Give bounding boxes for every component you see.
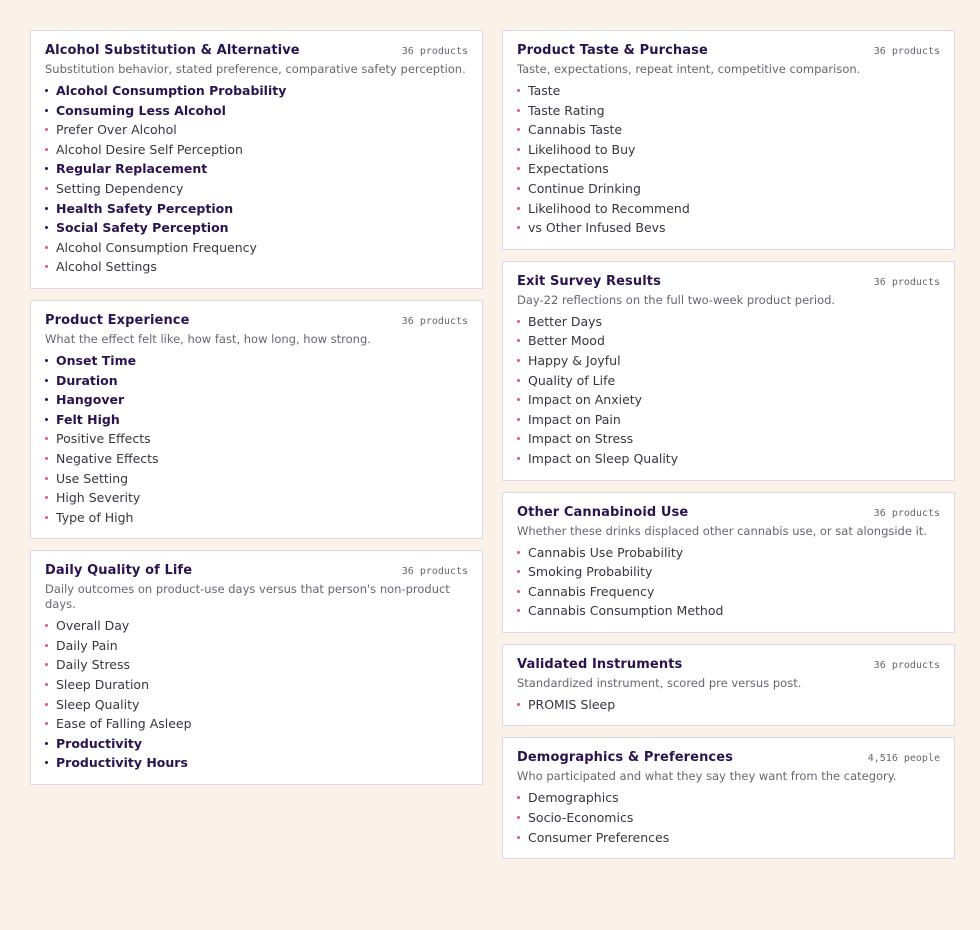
metric-label: High Severity — [56, 490, 141, 506]
metric-list — [45, 81, 468, 277]
metric-label: Smoking Probability — [528, 564, 653, 580]
bullet-icon — [517, 226, 520, 229]
metric-item-impact-on-sleep-quality[interactable] — [517, 449, 940, 469]
bullet-icon — [517, 128, 520, 131]
metric-item-onset-time[interactable] — [45, 351, 468, 371]
metric-label: Felt High — [56, 411, 120, 427]
metric-item-type-of-high[interactable] — [45, 508, 468, 528]
metric-label: Impact on Anxiety — [528, 392, 643, 408]
metric-item-hangover[interactable] — [45, 390, 468, 410]
metric-item-negative-effects[interactable] — [45, 449, 468, 469]
metric-item-ease-of-falling-asleep[interactable] — [45, 714, 468, 734]
metric-item-continue-drinking[interactable] — [517, 179, 940, 199]
metric-label: Overall Day — [56, 618, 130, 634]
bullet-icon — [45, 398, 48, 401]
metric-label: Regular Replacement — [56, 161, 208, 177]
metric-label: Social Safety Perception — [56, 220, 229, 236]
metric-item-impact-on-pain[interactable] — [517, 410, 940, 430]
metric-label: PROMIS Sleep — [528, 696, 616, 712]
bullet-icon — [517, 320, 520, 323]
metric-item-daily-pain[interactable] — [45, 636, 468, 656]
metric-list — [517, 81, 940, 238]
metric-label: Productivity Hours — [56, 755, 188, 771]
metric-item-taste-rating[interactable] — [517, 101, 940, 121]
bullet-icon — [517, 207, 520, 210]
metric-item-sleep-duration[interactable] — [45, 675, 468, 695]
metric-label: Cannabis Use Probability — [528, 544, 684, 560]
right-column — [502, 30, 955, 870]
metric-label: Type of High — [56, 509, 134, 525]
metric-item-social-safety-perception[interactable] — [45, 218, 468, 238]
metric-label: Use Setting — [56, 470, 129, 486]
metric-label: Alcohol Desire Self Perception — [56, 141, 243, 157]
metric-item-felt-high[interactable] — [45, 410, 468, 430]
bullet-icon — [517, 339, 520, 342]
card-count: 36 products — [401, 315, 468, 327]
metric-list — [517, 788, 940, 847]
metric-item-impact-on-stress[interactable] — [517, 429, 940, 449]
bullet-icon — [517, 148, 520, 151]
metric-label: Sleep Quality — [56, 696, 140, 712]
card-header — [517, 749, 940, 765]
metric-label: Alcohol Settings — [56, 259, 157, 275]
bullet-icon — [45, 359, 48, 362]
metric-item-setting-dependency[interactable] — [45, 179, 468, 199]
bullet-icon — [517, 551, 520, 554]
metric-label: Better Mood — [528, 333, 605, 349]
bullet-icon — [517, 187, 520, 190]
bullet-icon — [45, 457, 48, 460]
card-header — [517, 656, 940, 672]
card-title[interactable]: Product Taste & Purchase — [517, 43, 708, 58]
card-count: 4,516 people — [867, 753, 940, 765]
bullet-icon — [45, 761, 48, 764]
card-count: 36 products — [873, 507, 940, 519]
metric-label: Setting Dependency — [56, 180, 184, 196]
metric-label: Duration — [56, 372, 118, 388]
card-description: Whether these drinks displaced other cannabis use, or sat alongside it. — [517, 523, 927, 538]
metric-item-happy-and-joyful[interactable] — [517, 351, 940, 371]
metric-item-alcohol-settings[interactable] — [45, 257, 468, 277]
card-validated-instruments — [502, 644, 955, 727]
metric-label: Health Safety Perception — [56, 200, 234, 216]
metric-item-socio-economics[interactable] — [517, 808, 940, 828]
card-header — [45, 562, 468, 578]
bullet-icon — [517, 590, 520, 593]
bullet-icon — [45, 496, 48, 499]
card-description: Taste, expectations, repeat intent, competitive comparison. — [517, 62, 861, 76]
card-count: 36 products — [873, 659, 940, 671]
card-title[interactable]: Product Experience — [45, 312, 190, 328]
bullet-icon — [45, 265, 48, 268]
metric-item-regular-replacement[interactable] — [45, 159, 468, 179]
metric-label: Impact on Sleep Quality — [528, 450, 679, 466]
card-description: Substitution behavior, stated preference, comparative safety perception. — [45, 62, 466, 76]
card-title[interactable]: Daily Quality of Life — [45, 563, 193, 579]
card-alcohol-substitution-and-alternative — [30, 30, 483, 289]
metric-item-sleep-quality[interactable] — [45, 695, 468, 715]
metric-item-likelihood-to-buy[interactable] — [517, 140, 940, 160]
bullet-icon — [45, 148, 48, 151]
card-description: What the effect felt like, how fast, how long, how strong. — [45, 331, 371, 346]
bullet-icon — [517, 609, 520, 612]
metric-list — [517, 543, 940, 621]
card-header — [45, 312, 468, 328]
metric-label: vs Other Infused Bevs — [528, 220, 666, 236]
bullet-icon — [45, 722, 48, 725]
bullet-icon — [45, 437, 48, 440]
bullet-icon — [45, 379, 48, 382]
card-header — [517, 504, 940, 520]
metric-item-smoking-probability[interactable] — [517, 562, 940, 582]
metric-item-promis-sleep[interactable] — [517, 695, 940, 715]
metric-item-taste[interactable] — [517, 81, 940, 101]
metric-label: Continue Drinking — [528, 180, 641, 196]
bullet-icon — [517, 359, 520, 362]
card-title[interactable]: Other Cannabinoid Use — [517, 504, 689, 520]
card-title[interactable]: Demographics & Preferences — [517, 750, 733, 766]
metric-item-use-setting[interactable] — [45, 469, 468, 489]
metric-item-daily-stress[interactable] — [45, 655, 468, 675]
metric-label: Cannabis Frequency — [528, 583, 655, 599]
metric-label: Consuming Less Alcohol — [56, 102, 226, 118]
left-column — [30, 30, 483, 796]
metric-item-positive-effects[interactable] — [45, 429, 468, 449]
bullet-icon — [517, 796, 520, 799]
card-title[interactable]: Exit Survey Results — [517, 273, 661, 289]
card-exit-survey-results — [502, 261, 955, 481]
metric-item-better-mood[interactable] — [517, 331, 940, 351]
card-description: Who participated and what they say they want from the category. — [517, 769, 897, 784]
metric-label: Impact on Stress — [528, 431, 634, 447]
bullet-icon — [517, 109, 520, 112]
metric-label: Positive Effects — [56, 431, 151, 447]
metric-item-cannabis-taste[interactable] — [517, 120, 940, 140]
metric-item-health-safety-perception[interactable] — [45, 199, 468, 219]
metric-item-vs-other-infused-bevs[interactable] — [517, 218, 940, 238]
metric-item-alcohol-consumption-probability[interactable] — [45, 81, 468, 101]
metric-label: Daily Pain — [56, 637, 118, 653]
metric-label: Quality of Life — [528, 372, 616, 388]
card-count: 36 products — [401, 46, 468, 57]
metric-label: Sleep Duration — [56, 677, 149, 693]
metric-item-alcohol-consumption-frequency[interactable] — [45, 238, 468, 258]
bullet-icon — [517, 570, 520, 573]
card-description: Daily outcomes on product-use days versus that person's non-product days. — [45, 582, 450, 612]
metric-label: Taste — [528, 83, 561, 98]
card-daily-quality-of-life — [30, 550, 483, 785]
metric-label: Ease of Falling Asleep — [56, 716, 192, 732]
metric-item-demographics[interactable] — [517, 788, 940, 808]
bullet-icon — [45, 187, 48, 190]
card-header — [517, 273, 940, 289]
card-product-experience — [30, 300, 483, 539]
metric-item-overall-day[interactable] — [45, 616, 468, 636]
card-count: 36 products — [873, 276, 940, 288]
bullet-icon — [517, 836, 520, 839]
metric-item-cannabis-use-probability[interactable] — [517, 543, 940, 563]
bullet-icon — [517, 167, 520, 170]
metric-label: Cannabis Consumption Method — [528, 603, 724, 619]
bullet-icon — [517, 816, 520, 819]
metric-list — [517, 695, 940, 715]
bullet-icon — [45, 703, 48, 706]
metric-item-productivity[interactable] — [45, 734, 468, 754]
bullet-icon — [517, 418, 520, 421]
metric-label: Productivity — [56, 735, 142, 751]
metric-item-productivity-hours[interactable] — [45, 753, 468, 773]
metric-label: Alcohol Consumption Frequency — [56, 239, 257, 255]
metric-label: Demographics — [528, 790, 619, 806]
card-header — [517, 42, 940, 58]
card-header — [45, 42, 468, 58]
metric-label: Likelihood to Recommend — [528, 200, 690, 216]
bullet-icon — [45, 742, 48, 745]
card-count: 36 products — [401, 566, 468, 578]
card-other-cannabinoid-use — [502, 492, 955, 633]
metric-label: Alcohol Consumption Probability — [56, 83, 287, 98]
bullet-icon — [45, 624, 48, 627]
metric-label: Better Days — [528, 313, 603, 329]
card-description: Standardized instrument, scored pre versus post. — [517, 675, 802, 690]
metric-list — [45, 351, 468, 527]
metric-item-quality-of-life[interactable] — [517, 371, 940, 391]
card-product-taste-and-purchase — [502, 30, 955, 250]
metric-item-consumer-preferences[interactable] — [517, 828, 940, 848]
metric-label: Onset Time — [56, 352, 137, 368]
metric-label: Consumer Preferences — [528, 829, 670, 845]
metric-item-likelihood-to-recommend[interactable] — [517, 199, 940, 219]
bullet-icon — [45, 128, 48, 131]
metric-label: Hangover — [56, 392, 125, 408]
metric-item-better-days[interactable] — [517, 312, 940, 332]
bullet-icon — [45, 477, 48, 480]
bullet-icon — [45, 663, 48, 666]
card-demographics-and-preferences — [502, 737, 955, 859]
card-title[interactable]: Alcohol Substitution & Alternative — [45, 43, 300, 58]
metric-label: Expectations — [528, 161, 609, 177]
metric-label: Taste Rating — [528, 102, 605, 118]
bullet-icon — [45, 683, 48, 686]
bullet-icon — [45, 89, 48, 92]
card-title[interactable]: Validated Instruments — [517, 656, 683, 672]
metric-label: Likelihood to Buy — [528, 141, 636, 157]
bullet-icon — [517, 379, 520, 382]
bullet-icon — [45, 246, 48, 249]
metric-item-cannabis-frequency[interactable] — [517, 582, 940, 602]
metric-label: Happy & Joyful — [528, 352, 621, 368]
metric-item-alcohol-desire-self-perception[interactable] — [45, 140, 468, 160]
metric-item-duration[interactable] — [45, 371, 468, 391]
metric-item-expectations[interactable] — [517, 159, 940, 179]
bullet-icon — [45, 516, 48, 519]
bullet-icon — [45, 207, 48, 210]
bullet-icon — [517, 89, 520, 92]
metric-item-consuming-less-alcohol[interactable] — [45, 101, 468, 121]
card-description: Day-22 reflections on the full two-week product period. — [517, 292, 836, 307]
metric-label: Daily Stress — [56, 657, 131, 673]
metric-label: Negative Effects — [56, 450, 159, 466]
metric-list — [517, 312, 940, 469]
bullet-icon — [517, 703, 520, 706]
metric-label: Socio-Economics — [528, 810, 634, 826]
bullet-icon — [517, 437, 520, 440]
card-count: 36 products — [873, 46, 940, 57]
metric-item-high-severity[interactable] — [45, 488, 468, 508]
metric-item-impact-on-anxiety[interactable] — [517, 390, 940, 410]
bullet-icon — [45, 226, 48, 229]
metric-label: Cannabis Taste — [528, 122, 623, 138]
bullet-icon — [517, 398, 520, 401]
metric-label: Prefer Over Alcohol — [56, 122, 177, 138]
metric-label: Impact on Pain — [528, 411, 621, 427]
metric-list — [45, 616, 468, 773]
bullet-icon — [45, 109, 48, 112]
bullet-icon — [517, 457, 520, 460]
bullet-icon — [45, 418, 48, 421]
bullet-icon — [45, 167, 48, 170]
bullet-icon — [45, 644, 48, 647]
metric-item-cannabis-consumption-method[interactable] — [517, 601, 940, 621]
metric-item-prefer-over-alcohol[interactable] — [45, 120, 468, 140]
